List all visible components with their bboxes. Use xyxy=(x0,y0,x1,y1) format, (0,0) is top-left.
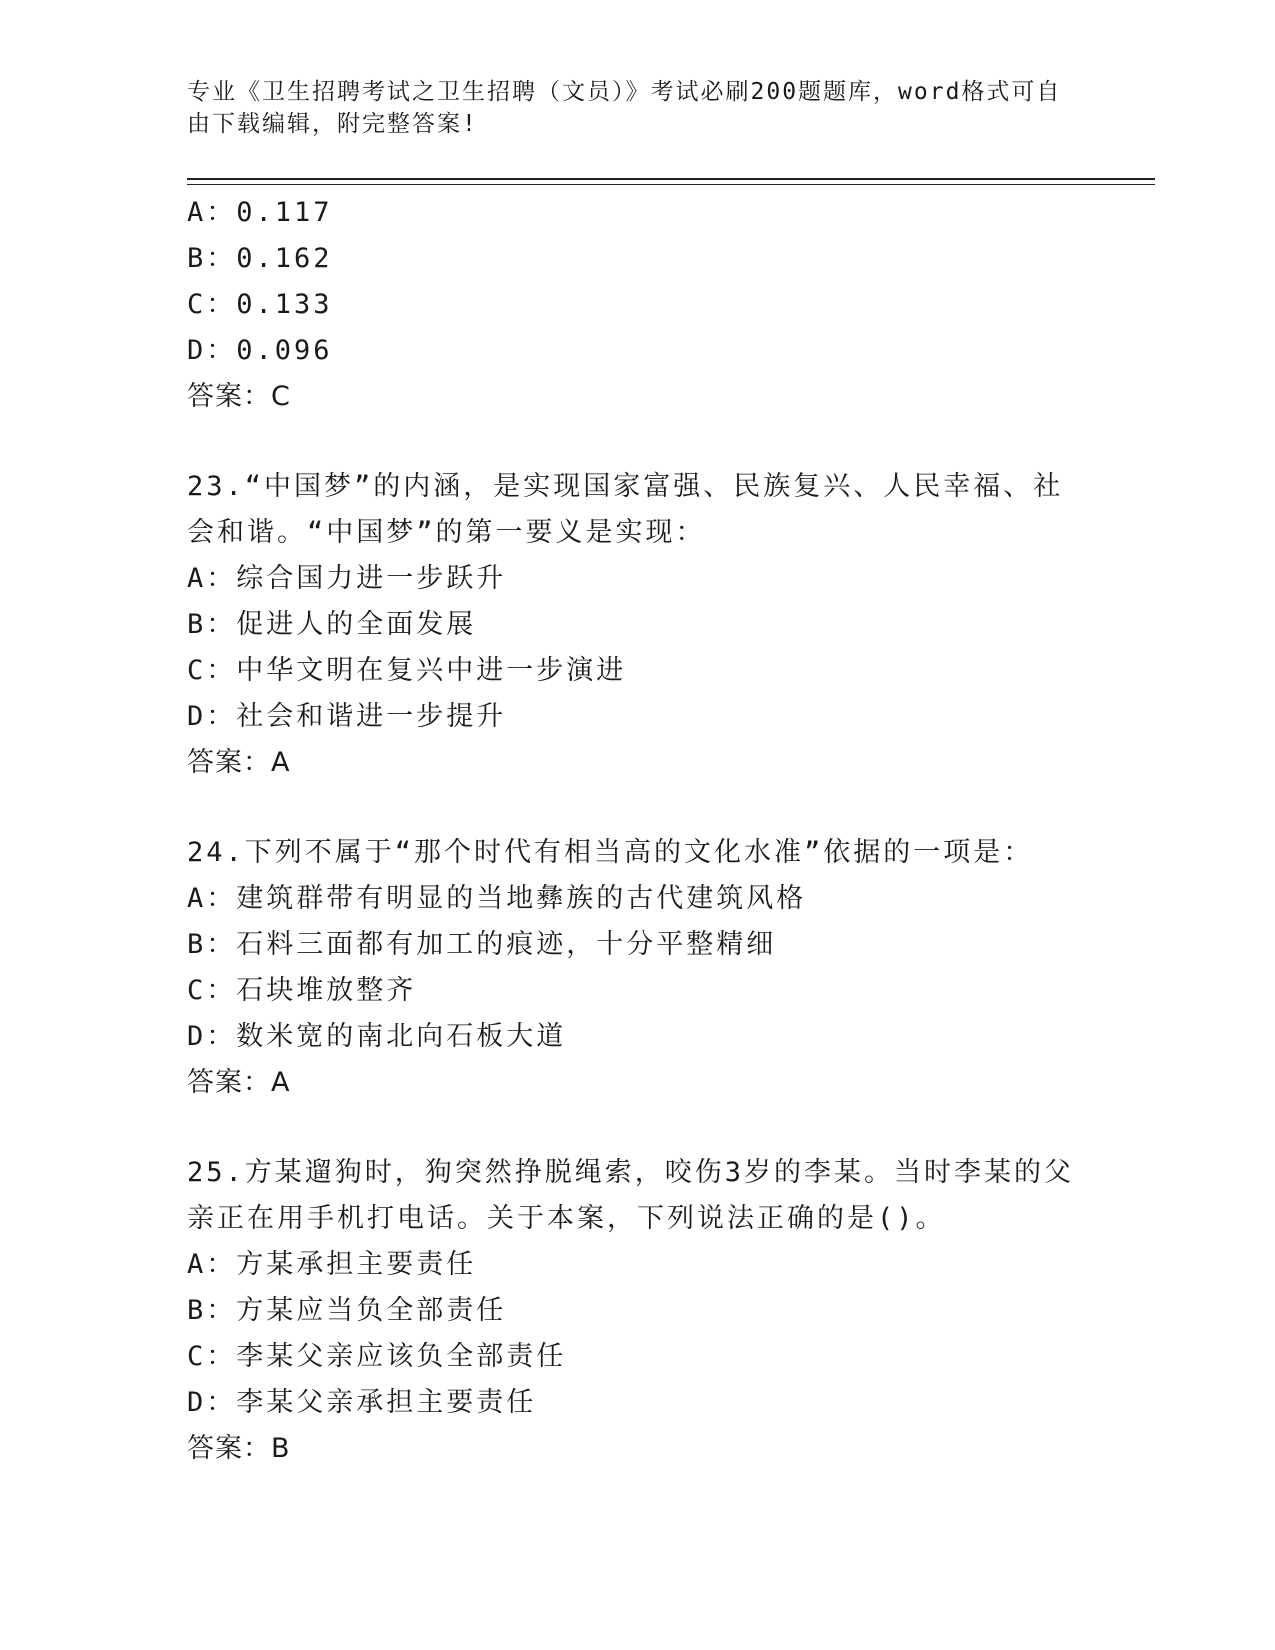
answer: 答案：A xyxy=(187,747,291,778)
option-c: C：中华文明在复兴中进一步演进 xyxy=(187,655,627,686)
option-b: B：方某应当负全部责任 xyxy=(187,1295,507,1326)
option-a: A：0.117 xyxy=(187,197,333,228)
option-a: A：建筑群带有明显的当地彝族的古代建筑风格 xyxy=(187,883,807,914)
option-d: D：数米宽的南北向石板大道 xyxy=(187,1021,567,1052)
document-header: 专业《卫生招聘考试之卫生招聘（文员）》考试必刷200题题库，word格式可自由下载编辑，附完整答案! xyxy=(187,79,1062,137)
answer: 答案：A xyxy=(187,1067,291,1098)
option-c: C：李某父亲应该负全部责任 xyxy=(187,1341,567,1372)
option-c: C：0.133 xyxy=(187,289,333,320)
header-rule-thin xyxy=(187,184,1155,185)
question-text: 25.方某遛狗时，狗突然挣脱绳索，咬伤3岁的李某。当时李某的父亲正在用手机打电话。关于本案，下列说法正确的是()。 xyxy=(187,1157,1075,1234)
question-22 xyxy=(187,190,1087,420)
question-23 xyxy=(187,464,1087,786)
option-d: D：社会和谐进一步提升 xyxy=(187,701,507,732)
answer: 答案：B xyxy=(187,1433,291,1464)
question-text: 24.下列不属于“那个时代有相当高的文化水准”依据的一项是： xyxy=(187,837,1034,868)
option-d: D：李某父亲承担主要责任 xyxy=(187,1387,537,1418)
option-b: B：促进人的全面发展 xyxy=(187,609,477,640)
option-c: C：石块堆放整齐 xyxy=(187,975,417,1006)
answer: 答案：C xyxy=(187,381,291,412)
header-rule-thick xyxy=(187,178,1155,180)
question-25 xyxy=(187,1150,1087,1472)
option-b: B：石料三面都有加工的痕迹，十分平整精细 xyxy=(187,929,777,960)
option-a: A：综合国力进一步跃升 xyxy=(187,563,507,594)
question-24 xyxy=(187,830,1087,1106)
question-list xyxy=(187,190,1087,1472)
option-b: B：0.162 xyxy=(187,243,333,274)
option-d: D：0.096 xyxy=(187,335,333,366)
question-text: 23.“中国梦”的内涵，是实现国家富强、民族复兴、人民幸福、社会和谐。“中国梦”的第一要义是实现： xyxy=(187,471,1064,548)
option-a: A：方某承担主要责任 xyxy=(187,1249,477,1280)
